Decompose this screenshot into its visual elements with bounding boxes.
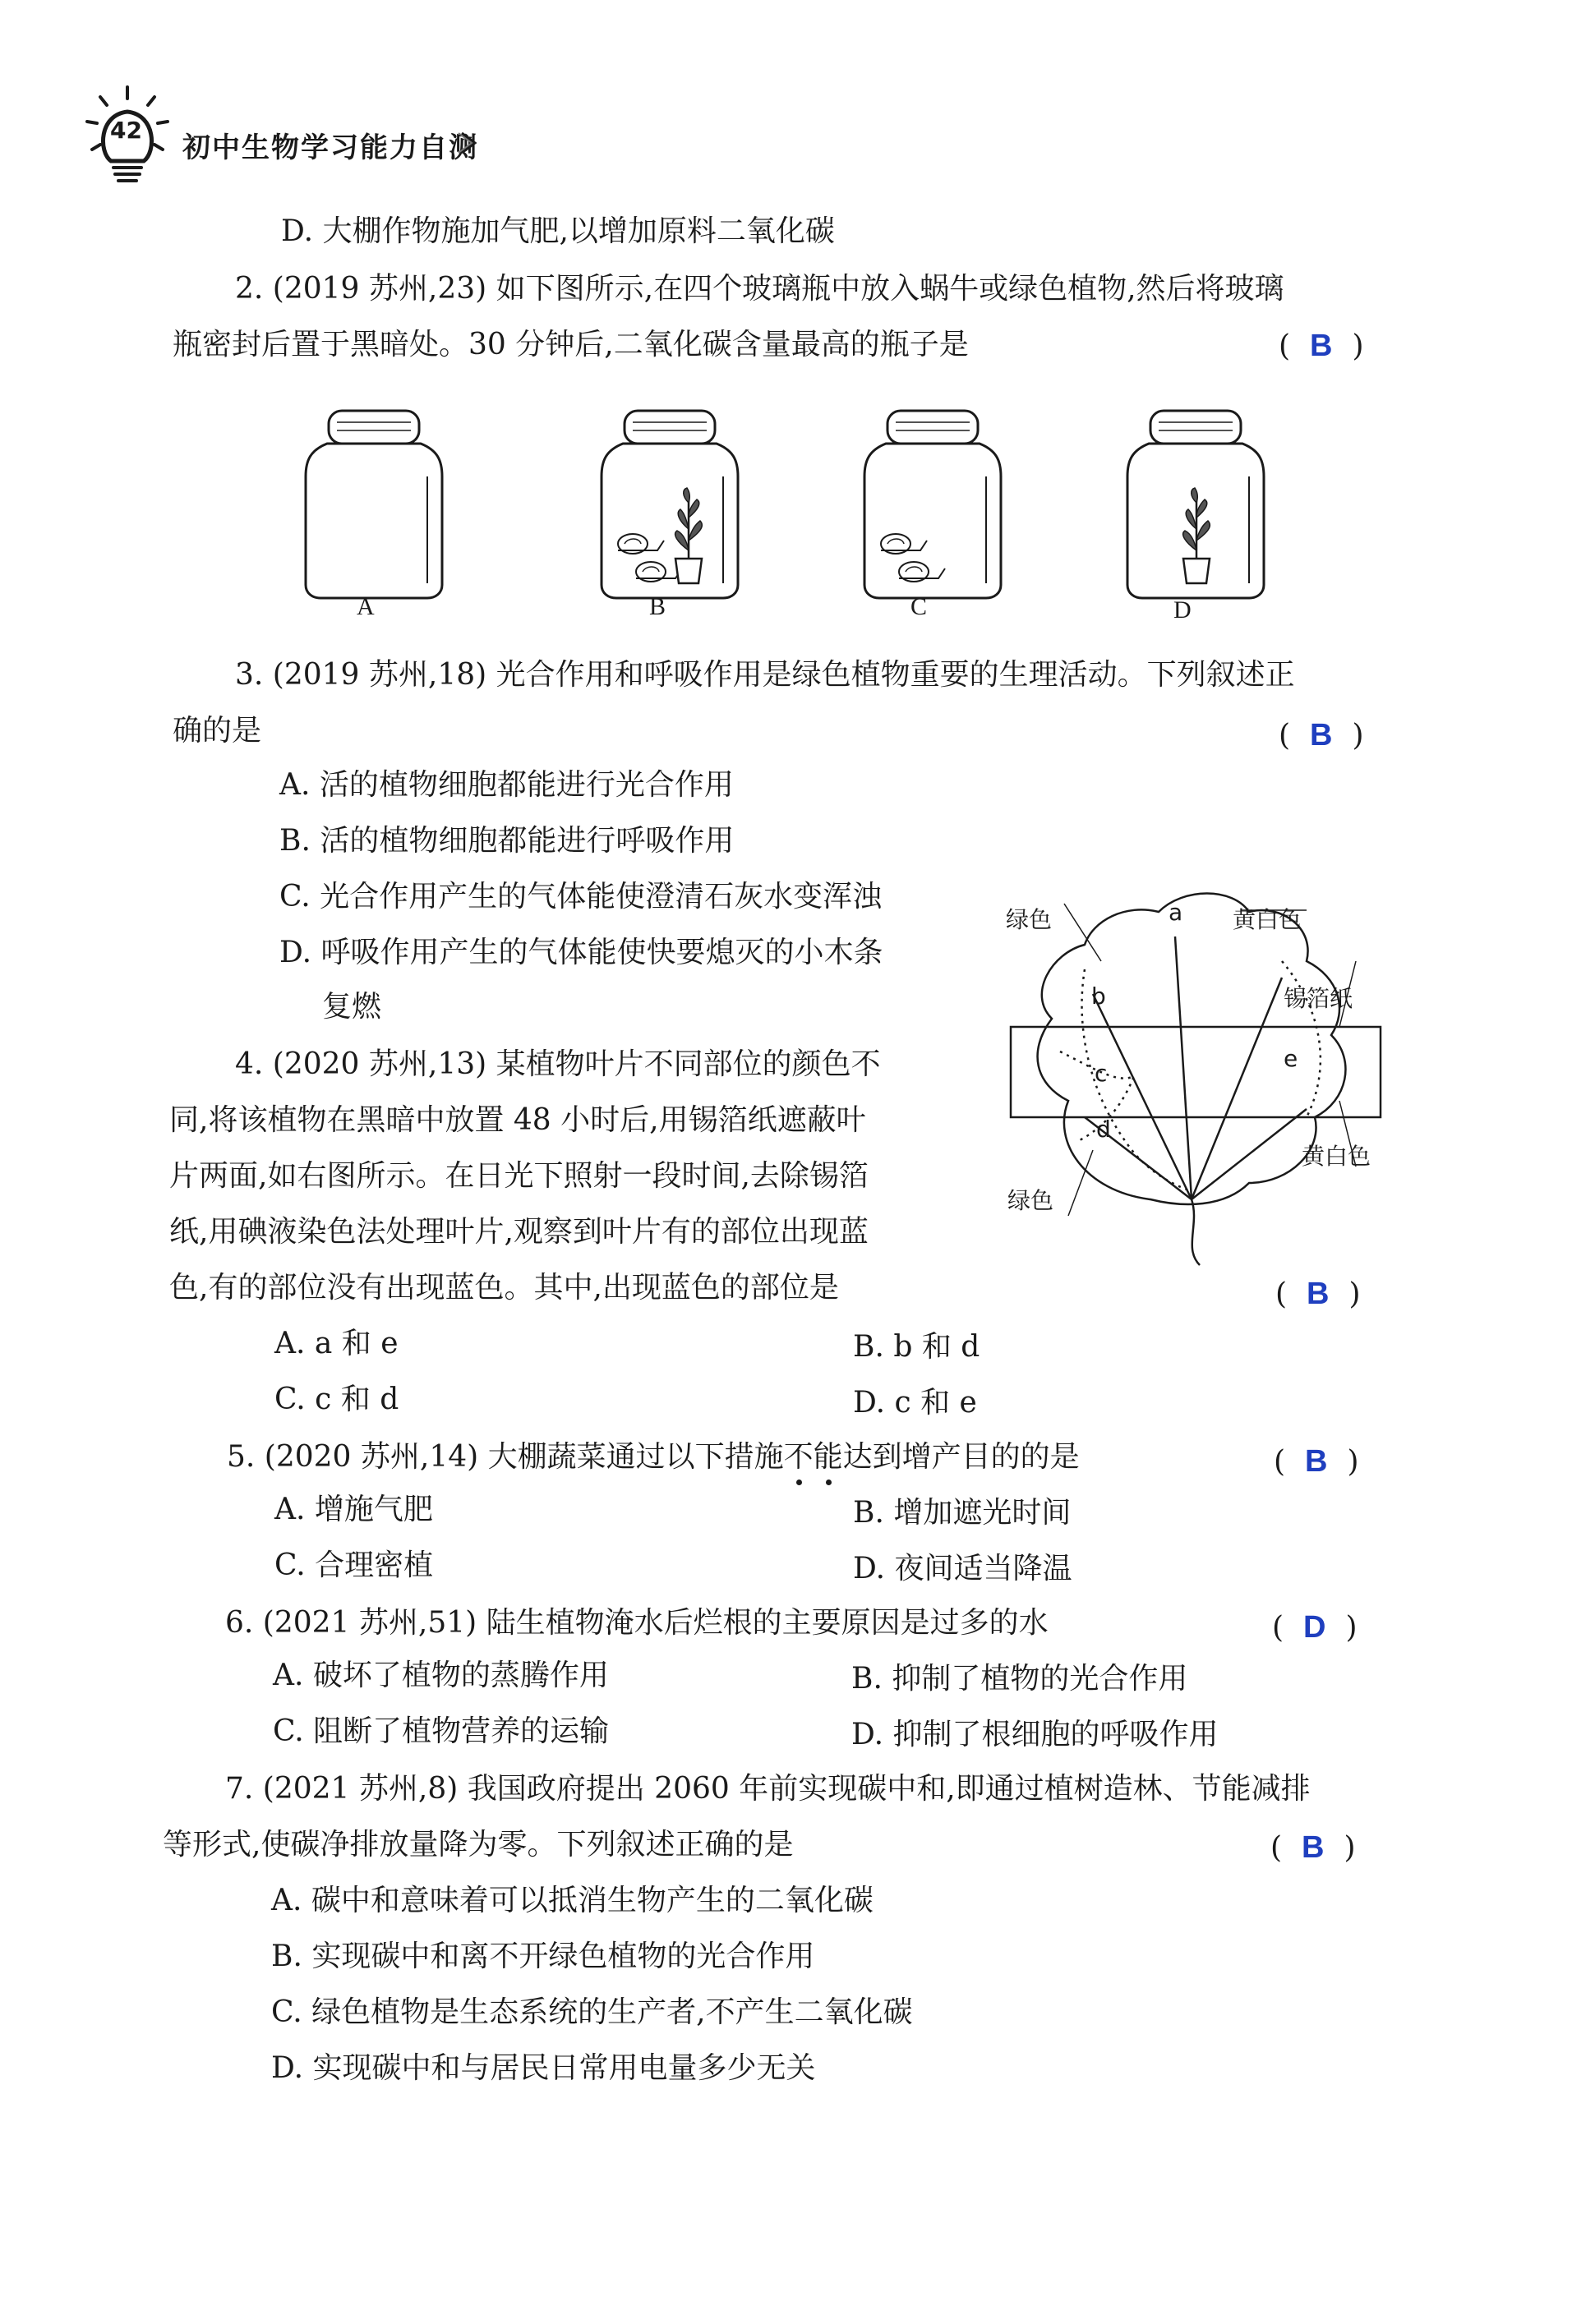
q7-stem-line2: 等形式,使碳净排放量降为零。下列叙述正确的是 [163,1828,794,1862]
jar-d [1127,411,1264,598]
q2-answer: B [1310,329,1333,363]
q6-answer-bracket: ( D ) [1272,1610,1358,1645]
q4-stem-line2: 同,将该植物在黑暗中放置 48 小时后,用锡箔纸遮蔽叶 [169,1103,866,1137]
leaf-label-foil: 锡箔纸 [1284,985,1353,1012]
q3-stem-line1: 3. (2019 苏州,18) 光合作用和呼吸作用是绿色植物重要的生理活动。下列叙述正 [235,658,1295,692]
q3-option-d: D. 呼吸作用产生的气体能使快要熄灭的小木条 [279,936,883,969]
jar-label-b: B [649,593,666,620]
jar-label-c: C [910,593,928,620]
leaf-label-green-bottom: 绿色 [1007,1187,1054,1214]
q2-stem-line1: 2. (2019 苏州,23) 如下图所示,在四个玻璃瓶中放入蜗牛或绿色植物,然后将玻璃 [235,272,1284,306]
leaf-foil-diagram [1003,871,1397,1273]
leaf-label-d: d [1096,1116,1111,1143]
q3-answer: B [1310,718,1333,752]
q7-answer: B [1302,1830,1325,1865]
q4-option-c: C. c 和 d [274,1383,399,1416]
q5-answer: B [1305,1444,1328,1479]
q6-answer: D [1303,1610,1326,1645]
q6-option-d: D. 抑制了根细胞的呼吸作用 [851,1718,1219,1751]
q6-option-b: B. 抑制了植物的光合作用 [851,1662,1188,1696]
q1-option-d: D. 大棚作物施加气肥,以增加原料二氧化碳 [281,214,835,248]
q7-option-d: D. 实现碳中和与居民日常用电量多少无关 [271,2051,816,2085]
q5-answer-bracket: ( B ) [1274,1444,1359,1479]
q5-option-a: A. 增施气肥 [274,1493,433,1526]
leaf-label-yellow-white-right: 黄白色 [1302,1143,1371,1170]
page-number: 42 [110,117,142,144]
q2-stem-line2: 瓶密封后置于黑暗处。30 分钟后,二氧化碳含量最高的瓶子是 [173,328,969,361]
jar-label-d: D [1173,596,1192,624]
q3-option-a: A. 活的植物细胞都能进行光合作用 [279,768,734,802]
book-title: 初中生物学习能力自测 [182,131,478,164]
leaf-label-yellow-white-top: 黄白色 [1233,906,1302,933]
jar-b [602,411,738,598]
leaf-label-e: e [1284,1045,1298,1072]
q5-stem-emph-2: 能 [813,1440,843,1474]
jar-a [306,411,442,598]
q5-stem-emph-1: 不 [783,1440,814,1474]
q7-option-b: B. 实现碳中和离不开绿色植物的光合作用 [271,1940,815,1973]
q4-stem-line3: 片两面,如右图所示。在日光下照射一段时间,去除锡箔 [169,1159,869,1193]
q6-stem: 6. (2021 苏州,51) 陆生植物淹水后烂根的主要原因是过多的水 [225,1606,1049,1640]
q5-stem-post: 达到增产目的的是 [842,1440,1080,1474]
leaf-label-green-top: 绿色 [1006,906,1053,933]
q4-answer: B [1307,1277,1330,1311]
q5-option-b: B. 增加遮光时间 [853,1496,1072,1530]
q4-option-b: B. b 和 d [853,1330,980,1364]
leaf-label-b: b [1091,983,1106,1010]
q5-stem [227,1438,1080,1477]
q5-stem-pre: 5. (2020 苏州,14) 大棚蔬菜通过以下措施 [227,1440,784,1474]
q3-stem-line2: 确的是 [173,714,262,748]
q3-option-b: B. 活的植物细胞都能进行呼吸作用 [279,824,735,858]
q4-stem-line5: 色,有的部位没有出现蓝色。其中,出现蓝色的部位是 [169,1271,839,1305]
q4-answer-bracket: ( B ) [1275,1277,1361,1311]
q7-stem-line1: 7. (2021 苏州,8) 我国政府提出 2060 年前实现碳中和,即通过植树造林、节能减排 [225,1772,1311,1806]
q5-option-d: D. 夜间适当降温 [853,1552,1072,1585]
q7-option-c: C. 绿色植物是生态系统的生产者,不产生二氧化碳 [271,1995,913,2029]
q3-option-d-continued: 复燃 [322,990,382,1024]
q4-option-d: D. c 和 e [853,1386,977,1420]
jar-figure [296,394,1282,633]
q4-stem-line1: 4. (2020 苏州,13) 某植物叶片不同部位的颜色不 [235,1047,881,1081]
leaf-label-c: c [1095,1060,1108,1087]
q6-option-c: C. 阻断了植物营养的运输 [273,1714,610,1748]
q6-option-a: A. 破坏了植物的蒸腾作用 [273,1659,609,1692]
q2-answer-bracket: ( B ) [1279,329,1364,363]
jar-label-a: A [357,593,375,620]
q3-answer-bracket: ( B ) [1279,718,1364,752]
leaf-label-a: a [1169,899,1183,926]
q4-option-a: A. a 和 e [274,1327,399,1360]
q4-stem-line4: 纸,用碘液染色法处理叶片,观察到叶片有的部位出现蓝 [169,1215,869,1249]
q5-option-c: C. 合理密植 [274,1549,434,1582]
chevron-right-icon [457,130,482,156]
q7-answer-bracket: ( B ) [1270,1830,1356,1865]
q7-option-a: A. 碳中和意味着可以抵消生物产生的二氧化碳 [271,1884,874,1917]
jar-c [864,411,1001,598]
q3-option-c: C. 光合作用产生的气体能使澄清石灰水变浑浊 [279,880,883,913]
